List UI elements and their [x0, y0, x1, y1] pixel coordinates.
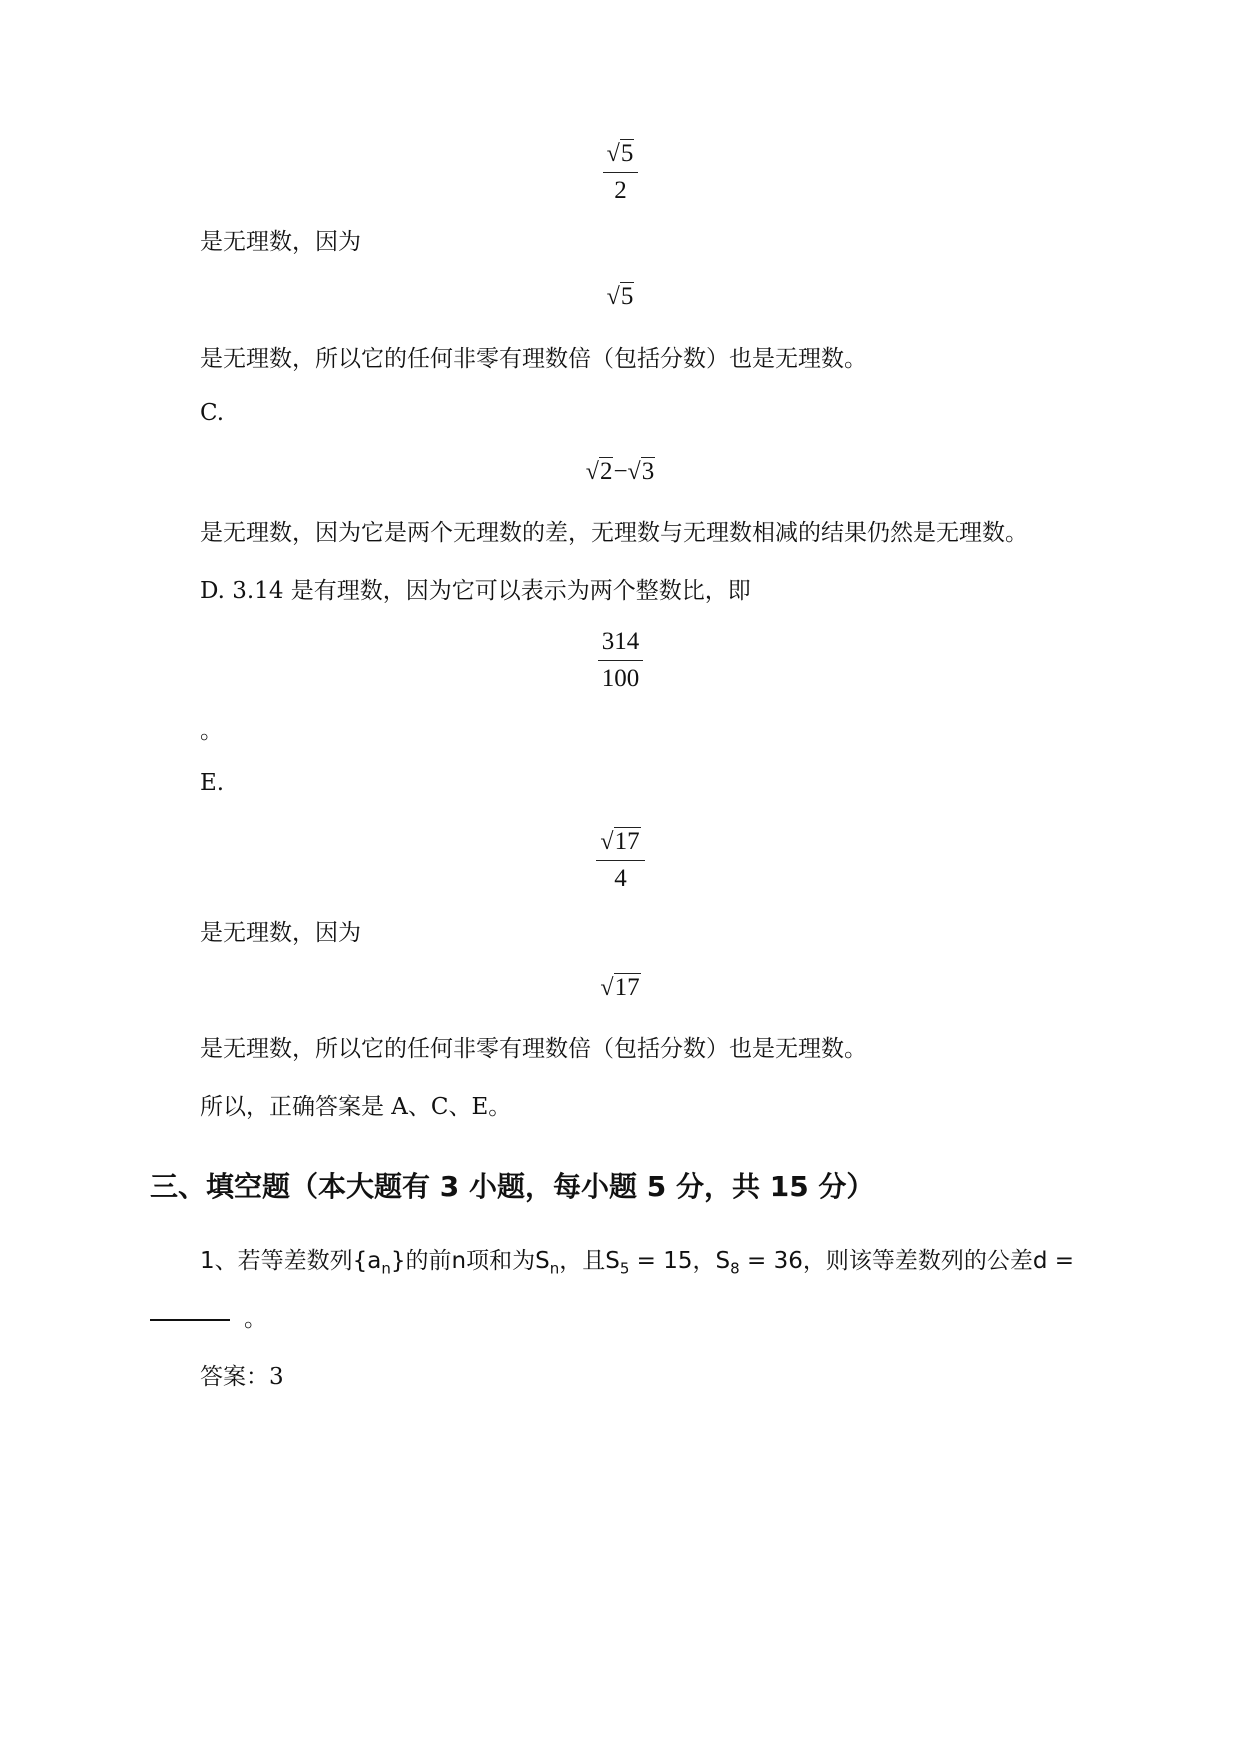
radicand: 17: [614, 974, 640, 1001]
question-1: [200, 1242, 1074, 1278]
label-c: C.: [200, 400, 225, 426]
answer-text: 答案：3: [200, 1364, 284, 1390]
radicand-a: 2: [599, 458, 613, 485]
q1-mid3: = 15，S: [629, 1248, 731, 1274]
fraction-sqrt17-over-4: $\frac{√17}{4}$: [0, 828, 1241, 893]
text-c-explanation: 是无理数，因为它是两个无理数的差，无理数与无理数相减的结果仍然是无理数。: [200, 520, 1028, 546]
q1-sub-5: 5: [619, 1259, 630, 1278]
sqrt2-minus-sqrt3: √2−√3: [585, 458, 655, 485]
label-e: E.: [200, 770, 225, 796]
blank-underline: [150, 1319, 230, 1321]
denominator: 100: [601, 665, 640, 692]
radicand: 5: [620, 283, 634, 310]
text-conclusion: 所以，正确答案是 A、C、E。: [200, 1094, 512, 1120]
q1-sub-n2: n: [549, 1259, 560, 1278]
answer-blank-line: [150, 1300, 267, 1333]
q1-prefix: 1、若等差数列{a: [200, 1248, 382, 1274]
q1-sub-8: 8: [730, 1259, 740, 1278]
q1-mid4: = 36，则该等差数列的公差d =: [739, 1248, 1075, 1274]
radicand: 17: [614, 828, 640, 855]
fraction-314-over-100: [0, 628, 1241, 693]
radicand-b: 3: [641, 458, 655, 485]
text-b-multiple: 是无理数，所以它的任何非零有理数倍（包括分数）也是无理数。: [200, 346, 867, 372]
sqrt-17: √17: [600, 974, 640, 1001]
denominator: 2: [614, 177, 627, 204]
q1-mid1: }的前n项和为S: [390, 1248, 550, 1274]
denominator: 4: [614, 865, 627, 892]
minus-sign: −: [613, 458, 628, 485]
radicand: 5: [620, 140, 634, 167]
text-b-irrational-because: 是无理数，因为: [200, 229, 361, 255]
sqrt-5: √5: [606, 283, 634, 310]
q1-mid2: ，且S: [559, 1248, 620, 1274]
q1-sub-n1: n: [381, 1259, 391, 1278]
text-e-multiple: 是无理数，所以它的任何非零有理数倍（包括分数）也是无理数。: [200, 1036, 867, 1062]
q1-end: 。: [244, 1306, 267, 1332]
text-d-explanation: D. 3.14 是有理数，因为它可以表示为两个整数比，即: [200, 578, 751, 604]
numerator: 314: [598, 628, 644, 661]
section-heading: 三、填空题（本大题有 3 小题，每小题 5 分，共 15 分）: [150, 1170, 875, 1203]
fraction-sqrt5-over-2: $\frac{√5}{2}$: [0, 140, 1241, 205]
text-e-irrational-because: 是无理数，因为: [200, 920, 361, 946]
text-d-end: 。: [200, 718, 223, 744]
